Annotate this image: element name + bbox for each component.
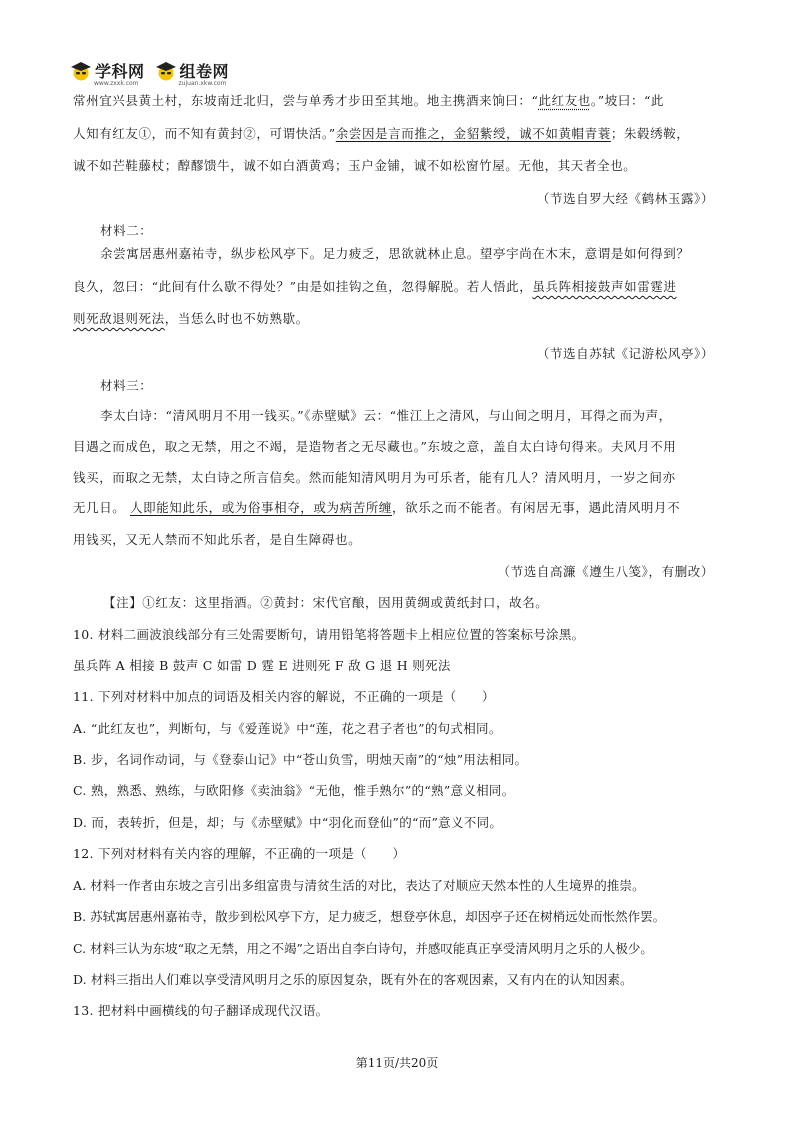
material3-source: （节选自高濂《遵生八笺》，有删改）: [497, 564, 714, 579]
question-12-option-a[interactable]: A. 材料一作者由东坡之言引出多组富贵与清贫生活的对比，表达了对顺应天然本性的人生境界的推崇。: [73, 878, 645, 893]
text-span: 良久，忽曰：“此间有什么歇不得处？”由是如挂钩之鱼，忽得解脱。若人悟此，: [73, 279, 533, 294]
annotation-note: 【注】①红友：这里指酒。②黄封：宋代官酿，因用黄绸或黄纸封口，故名。: [103, 595, 549, 610]
page-footer: 第11页/共20页: [355, 1056, 439, 1070]
material3-line-1: 李太白诗：“清风明月不用一钱买。”《赤壁赋》云：“惟江上之清风，与山间之明月，耳得之而为声，: [100, 408, 672, 423]
underlined-text: 余尝因是言而推之，金貂紫绶，诚不如黄帽青蓑: [335, 126, 611, 141]
scholar-cap-logo-icon: [155, 61, 177, 81]
logo-xueke: [70, 59, 145, 87]
logo-brand-zujuan: 组卷网: [179, 62, 230, 81]
text-span: 。”坡曰：“此: [590, 93, 665, 108]
material2-line-1: 余尝寓居惠州嘉祐寺，纵步松风亭下。足力疲乏，思欲就林止息。望亭宇尚在木末，意谓是如何得到？: [100, 246, 690, 261]
material2-title: 材料二：: [100, 223, 153, 238]
question-11-stem: 11. 下列对材料中加点的词语及相关内容的解说，不正确的一项是（ ）: [73, 689, 495, 704]
material1-source: （节选自罗大经《鹤林玉露》）: [536, 191, 714, 206]
question-12-option-c[interactable]: C. 材料三认为东坡“取之无禁，用之不竭”之语出自李白诗句，并感叹能真正享受清风明月之乐的人极少。: [73, 941, 653, 956]
question-11-option-c[interactable]: C. 熟，熟悉、熟练，与欧阳修《卖油翁》“无他，惟手熟尔”的“熟”意义相同。: [73, 783, 515, 798]
scholar-cap-logo-icon: [70, 61, 92, 81]
wavy-underlined-text: 则死敌退则死法: [73, 311, 165, 326]
question-10-stem: 10. 材料二画波浪线部分有三处需要断句，请用铅笔将答题卡上相应位置的答案标号涂黑。: [73, 627, 585, 642]
material1-line-3: 诚不如芒鞋藤杖；醇醪馈牛，诚不如白酒黄鸡；玉户金铺，诚不如松窗竹屋。无他，其天者全也。: [73, 158, 637, 173]
material2-line-3: [0, 310, 794, 328]
logo-brand-xueke: 学科网: [95, 62, 145, 81]
question-11-option-a[interactable]: A. “此红友也”，判断句，与《爱莲说》中“莲，花之君子者也”的句式相同。: [73, 721, 502, 736]
dotted-text: 此红友也: [538, 93, 591, 108]
question-12-option-d[interactable]: D. 材料三指出人们难以享受清风明月之乐的原因复杂，既有外在的客观因素，又有内在的认知因素。: [73, 972, 633, 987]
logo-url-zujuan: zujuan.xkw.com: [178, 80, 227, 87]
logo-zujuan: [155, 59, 230, 87]
material3-line-5: [0, 499, 794, 517]
wavy-underlined-text: 虽兵阵相接鼓声如雷霆进: [532, 279, 677, 294]
material1-line-1: [0, 92, 794, 110]
text-span: ，当恁么时也不妨熟歇。: [164, 311, 309, 326]
material2-source: （节选自苏轼《记游松风亭》）: [536, 346, 714, 361]
question-13-stem: 13. 把材料中画横线的句子翻译成现代汉语。: [73, 1003, 329, 1018]
question-11-option-d[interactable]: D. 而，表转折，但是，却；与《赤壁赋》中“羽化而登仙”的“而”意义不同。: [73, 815, 503, 830]
question-12-option-b[interactable]: B. 苏轼寓居惠州嘉祐寺，散步到松风亭下方，足力疲乏，想登亭休息，却因亭子还在树梢远处而怅然作罢。: [73, 909, 666, 924]
material3-line-2: 目遇之而成色，取之无禁，用之不竭，是造物者之无尽藏也。”东坡之意，盖自太白诗句得来。夫风月不用: [73, 439, 677, 454]
material3-line-6: 用钱买，又无人禁而不知此乐者，是自生障碍也。: [73, 532, 362, 547]
logo-url-xueke: www.zxxk.com: [94, 80, 139, 87]
question-10-options: 虽兵阵 A 相接 B 鼓声 C 如雷 D 霆 E 进则死 F 敌 G 退 H 则死法: [73, 658, 451, 673]
material3-line-4: 无几日。: [73, 500, 126, 515]
material3-title: 材料三：: [100, 378, 153, 393]
question-12-stem: 12. 下列对材料有关内容的理解，不正确的一项是（ ）: [73, 846, 406, 861]
material2-line-2: [0, 278, 794, 296]
text-span: ，欲乐之而不能者。有闲居无事，遇此清风明月不: [392, 500, 681, 515]
underlined-text: 人即能知此乐，或为俗事相夺，或为病苦所缠: [130, 500, 393, 515]
text-span: 常州宜兴县黄土村，东坡南迁北归，尝与单秀才步田至其地。地主携酒来饷曰：“: [73, 93, 539, 108]
material3-line-3: 钱买，而取之无禁，太白诗之所言信矣。然而能知清风明月为可乐者，能有几人？清风明月，一岁之间亦: [73, 470, 676, 485]
text-span: ；朱毂绣鞍，: [610, 126, 690, 141]
material1-line-2: [0, 125, 794, 143]
question-11-option-b[interactable]: B. 步，名词作动词，与《登泰山记》中“苍山负雪，明烛天南”的“烛”用法相同。: [73, 752, 528, 767]
text-span: 人知有红友①，而不知有黄封②，可谓快活。”: [73, 126, 336, 141]
header-logo: [70, 58, 229, 88]
